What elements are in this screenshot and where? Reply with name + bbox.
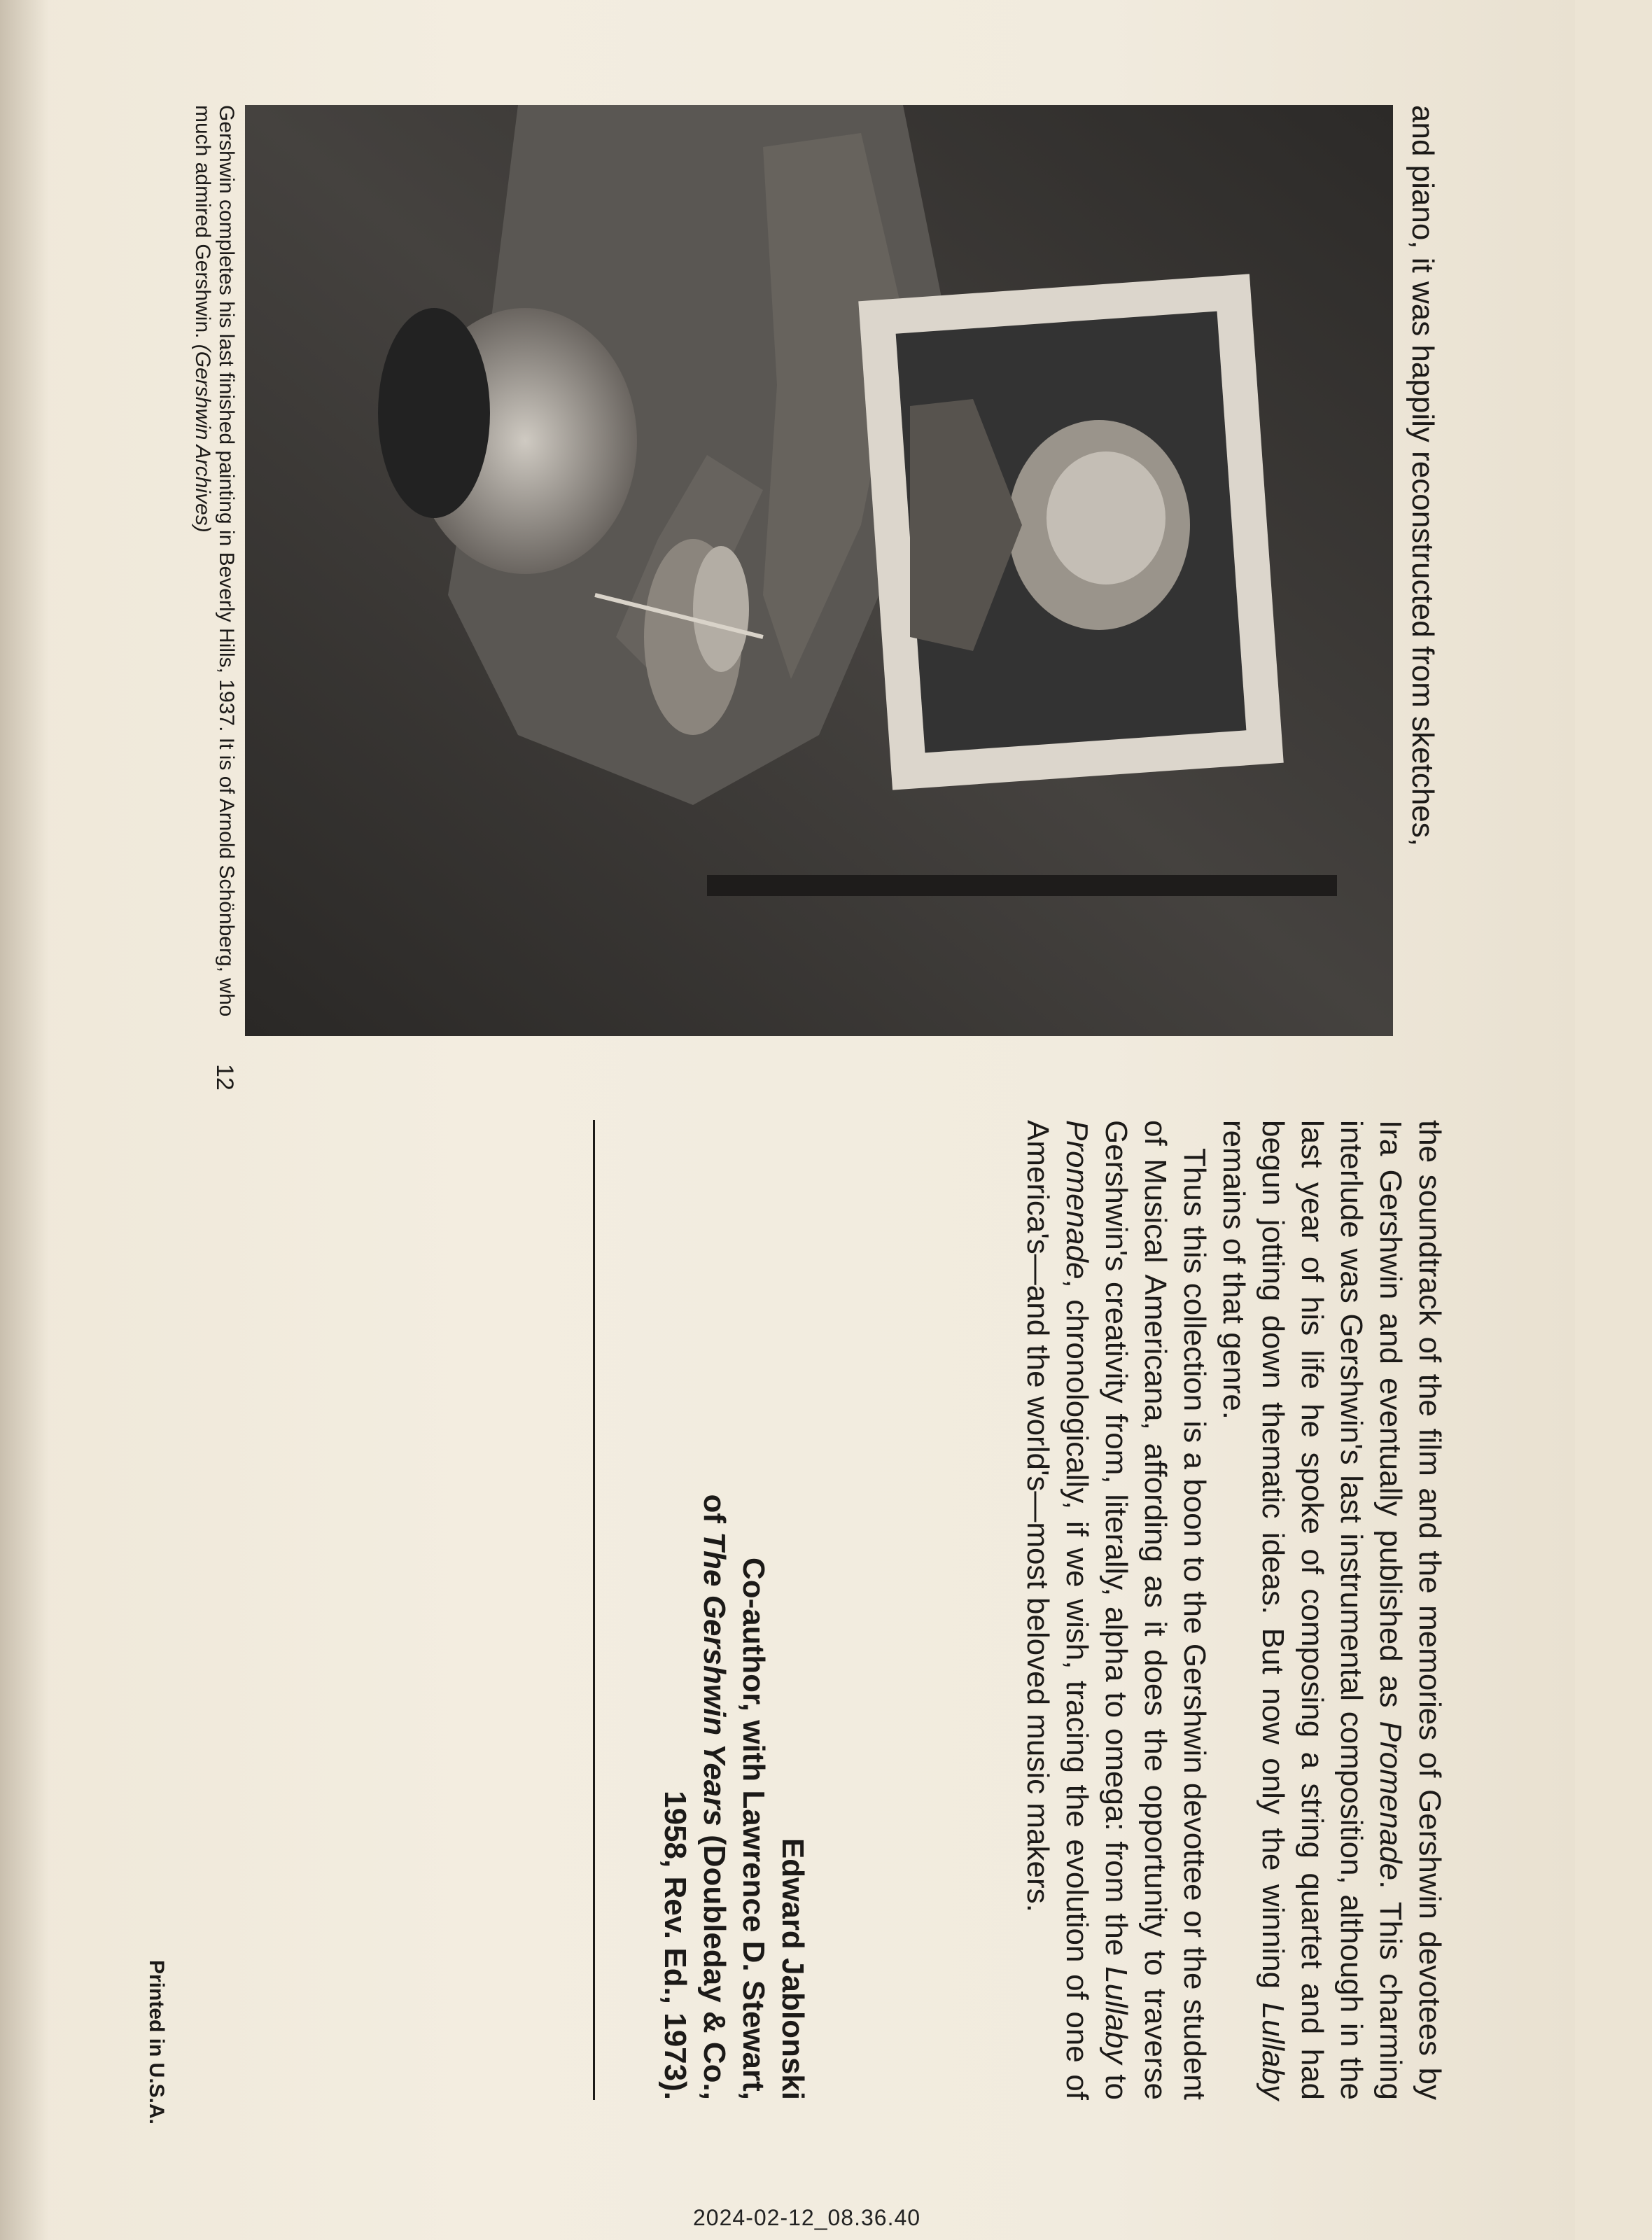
author-line-2: [694, 1120, 734, 2100]
author-line-3: 1958, Rev. Ed., 1973).: [658, 1791, 692, 2100]
p1-text-b: . This charming interlude was Gershwin's last instrumental composition, although in the last year of his life he spoke of composing a string quartet and had begun jotting down thematic ideas. But now only the winning: [1256, 1120, 1408, 2100]
book-title: The Gershwin Years: [697, 1532, 732, 1826]
horizontal-rule: [593, 1120, 595, 2100]
p1-title-lullaby: Lullaby: [1256, 2002, 1290, 2100]
photo-illustration: [245, 105, 1393, 1036]
p2-title-lullaby: Lullaby: [1099, 1966, 1133, 2064]
p1-title-promenade: Promenade: [1373, 1721, 1408, 1881]
photo-caption: [190, 105, 238, 1029]
printed-in-usa: Printed in U.S.A.: [145, 1960, 168, 2125]
p2-text-b: to: [1099, 2064, 1133, 2100]
author-line-2-post: (Doubleday & Co.,: [697, 1826, 732, 2100]
author-name: Edward Jablonski: [776, 1837, 810, 2100]
p2-title-promenade: Promenade: [1060, 1120, 1094, 1280]
author-line-2-pre: of: [697, 1494, 732, 1532]
p1-text-c: remains of that genre.: [1217, 1120, 1251, 1420]
gershwin-painting-photo: [245, 105, 1393, 1036]
p2-text-a: Thus this collection is a boon to the Gershwin devottee or the student of Musical Americana, affording as it does the opportunity to traverse Gershwin's creativity from, literally, alpha to omega: from the: [1099, 1120, 1212, 2100]
photo-timestamp: 2024-02-12_08.36.40: [693, 2205, 921, 2230]
author-credit: [655, 1120, 812, 2100]
essay-column: [1018, 1120, 1449, 2100]
caption-credit: (Gershwin Archives): [191, 344, 214, 533]
essay-paragraph-2: [1018, 1120, 1214, 2100]
p1-text-a: the soundtrack of the film and the memories of Gershwin devotees by Ira Gershwin and eventually published as: [1373, 1120, 1447, 2100]
essay-paragraph-1: [1214, 1120, 1449, 2100]
author-line-1: Co-author, with Lawrence D. Stewart,: [736, 1557, 771, 2100]
page-number: 12: [211, 1064, 238, 1091]
p2-text-c: , chronologically, if we wish, tracing the evolution of one of America's—and the world's—most beloved music makers.: [1021, 1120, 1094, 2100]
caption-text: Gershwin completes his last finished painting in Beverly Hills, 1937. It is of Arnold Schönberg, who much admired Gershwin.: [191, 105, 238, 1017]
top-continuation-line: and piano, it was happily reconstructed from sketches,: [1406, 105, 1440, 846]
page-edge-shadow: [0, 0, 49, 2240]
booklet-page: [70, 70, 1470, 2170]
